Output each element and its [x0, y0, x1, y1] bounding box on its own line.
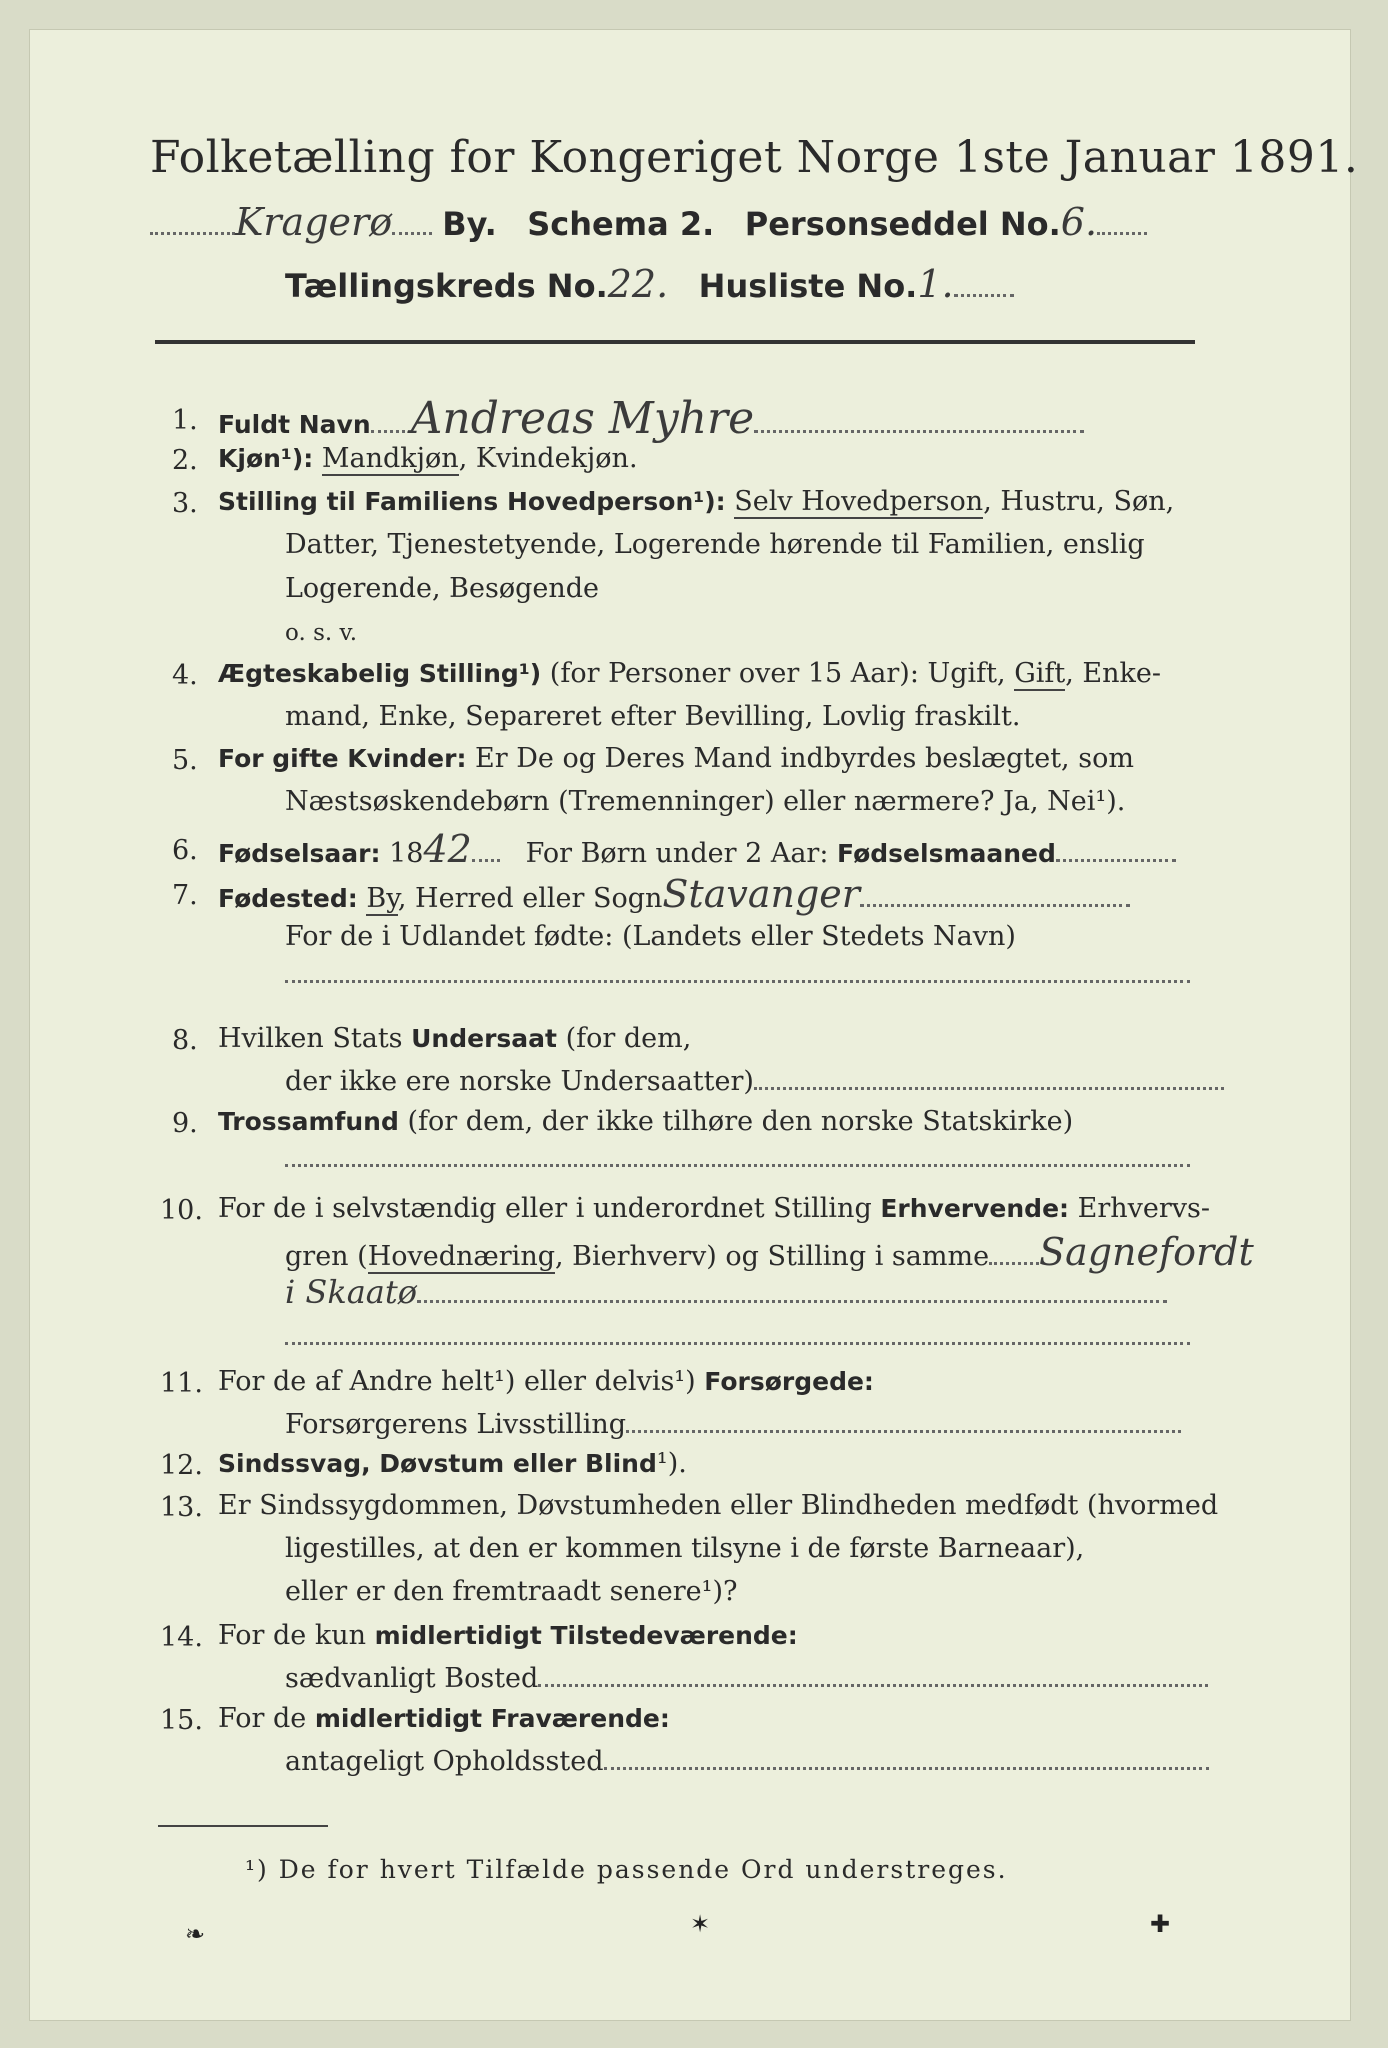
occupation-line-2-text: gren (Hovednæring, Bierhverv) og Stilling i samme [285, 1241, 990, 1272]
married-women-label: For gifte Kvinder: [218, 744, 467, 773]
item-birth-year [218, 827, 1176, 871]
religion-text: (for dem, der ikke tilhøre den norske Statskirke) [407, 1106, 1074, 1137]
header-line-1 [150, 200, 1147, 244]
birthplace-answer: Stavanger [662, 872, 860, 916]
taellingskreds-label: Tællingskreds No. [285, 267, 608, 305]
item-number: 6. [172, 835, 198, 866]
item-religion [218, 1105, 1073, 1139]
printer-mark-icon: ✶ [690, 1910, 711, 1938]
birth-month-label: Fødselsmaaned [837, 839, 1056, 868]
dotted-leader [989, 1262, 1039, 1265]
item-congenital: Er Sindssygdommen, Døvstumheden eller Blindheden medfødt (hvormed [218, 1490, 1219, 1521]
citizenship-text: Hvilken Stats [218, 1023, 403, 1054]
dotted-leader [954, 294, 1014, 297]
family-position-options: Selv Hovedperson, Hustru, Søn, [734, 486, 1175, 517]
form-title: Folketælling for Kongeriget Norge 1ste Januar 1891. [150, 132, 1359, 183]
occupation-answer-place: i Skaatø [285, 1273, 417, 1311]
temporary-present-label: midlertidigt Tilstedeværende: [374, 1621, 798, 1650]
supported-line-2 [285, 1408, 1181, 1442]
item-birthplace [218, 872, 1130, 916]
dotted-leader [285, 1164, 1190, 1167]
citizenship-line-2-text: der ikke ere norske Undersaatter) [285, 1066, 754, 1097]
citizenship-text-after: (for dem, [565, 1023, 692, 1054]
supported-line-2-text: Forsørgerens Livsstilling [285, 1409, 627, 1440]
footnote-rule [158, 1825, 328, 1827]
item-citizenship [218, 1022, 691, 1056]
birthplace-foreign-blank [285, 958, 1190, 992]
family-position-line-2: Datter, Tjenestetyende, Logerende hørende til Familien, enslig [285, 529, 1145, 560]
dotted-leader [417, 1300, 1167, 1303]
temporary-present-text: For de kun [218, 1620, 366, 1651]
probable-residence-label: antageligt Opholdssted [285, 1746, 604, 1777]
occupation-blank [285, 1320, 1190, 1354]
underlined-answer: By [366, 883, 398, 914]
by-label: By. [442, 205, 497, 243]
item-number: 7. [172, 880, 198, 911]
dotted-leader [472, 859, 500, 862]
item-number: 3. [172, 488, 198, 519]
full-name-answer: Andreas Myhre [410, 393, 755, 444]
citizenship-label: Undersaat [411, 1024, 557, 1053]
dotted-leader [371, 430, 411, 433]
item-number: 2. [172, 445, 198, 476]
dotted-leader [150, 232, 235, 235]
birthplace-line-2: For de i Udlandet fødte: (Landets eller Stedets Navn) [285, 921, 1016, 952]
schema-label: Schema 2. [527, 205, 715, 243]
supported-text: For de af Andre helt¹) eller delvis¹) [218, 1366, 696, 1397]
dotted-leader [285, 980, 1190, 983]
congenital-line-2: ligestilles, at den er kommen tilsyne i de første Barneaar), [285, 1533, 1085, 1564]
underlined-answer: Hovednæring [367, 1241, 555, 1272]
dotted-leader [538, 1684, 1208, 1687]
religion-label: Trossamfund [218, 1107, 399, 1136]
dotted-leader [754, 430, 1084, 433]
header-line-2 [285, 262, 1014, 306]
occupation-line-3 [285, 1275, 1167, 1312]
husliste-number: 1. [917, 262, 954, 306]
temporary-present-line-2 [285, 1662, 1208, 1696]
husliste-label: Husliste No. [698, 267, 918, 305]
item-number: 1. [172, 405, 198, 436]
temporary-absent-text: For de [218, 1703, 307, 1734]
married-women-question: Er De og Deres Mand indbyrdes beslægtet, som [475, 743, 1134, 774]
disability-footnote-ref: ¹). [656, 1448, 687, 1479]
item-occupation [218, 1192, 1210, 1226]
religion-blank [285, 1142, 1190, 1176]
usual-residence-label: sædvanligt Bosted [285, 1663, 539, 1694]
dotted-leader [604, 1767, 1209, 1770]
item-full-name [218, 393, 1084, 444]
dotted-leader [626, 1430, 1181, 1433]
item-sex [218, 442, 638, 476]
item-number: 15. [160, 1705, 203, 1736]
item-number: 10. [160, 1195, 203, 1226]
personseddel-label: Personseddel No. [744, 205, 1061, 243]
dotted-leader [754, 1087, 1224, 1090]
marital-status-options: (for Personer over 15 Aar): Ugift, Gift, Enke- [549, 658, 1161, 689]
underlined-answer: Mandkjøn [321, 443, 459, 474]
family-position-label: Stilling til Familiens Hovedperson¹): [218, 487, 726, 516]
birth-year-label: Fødselsaar: [218, 839, 381, 868]
item-supported [218, 1365, 874, 1399]
birth-month-text: For Børn under 2 Aar: [525, 838, 829, 869]
sex-options: Mandkjøn, Kvindekjøn. [321, 443, 638, 474]
header-rule [155, 340, 1195, 344]
underlined-answer: Gift [1014, 658, 1066, 689]
item-number: 8. [172, 1025, 198, 1056]
congenital-line-3: eller er den fremtraadt senere¹)? [285, 1576, 738, 1607]
dotted-leader [392, 232, 432, 235]
item-number: 13. [160, 1492, 203, 1523]
dotted-leader [285, 1342, 1190, 1345]
temporary-absent-label: midlertidigt Fraværende: [314, 1704, 670, 1733]
supported-label: Forsørgede: [704, 1367, 874, 1396]
disability-label: Sindssvag, Døvstum eller Blind [218, 1449, 657, 1478]
temporary-absent-line-2 [285, 1745, 1209, 1779]
item-number: 9. [172, 1108, 198, 1139]
full-name-label: Fuldt Navn [218, 410, 371, 439]
family-position-line-3: Logerende, Besøgende [285, 573, 599, 604]
item-married-women [218, 742, 1134, 776]
item-number: 5. [172, 745, 198, 776]
occupation-text-after: Erhvervs- [1077, 1193, 1211, 1224]
personseddel-number: 6. [1060, 200, 1098, 244]
item-number: 14. [160, 1622, 203, 1653]
occupation-label: Erhvervende: [880, 1194, 1070, 1223]
item-family-position [218, 485, 1174, 519]
birthplace-label: Fødested: [218, 884, 358, 913]
item-disability [218, 1447, 687, 1481]
item-number: 11. [160, 1368, 203, 1399]
item-marital-status [218, 657, 1161, 691]
printer-mark-icon: ✚ [1150, 1910, 1171, 1938]
marital-status-label: Ægteskabelig Stilling¹) [218, 659, 542, 688]
item-number: 4. [172, 660, 198, 691]
taellingskreds-number: 22. [607, 262, 669, 306]
married-women-line-2: Næstsøskendebørn (Tremenninger) eller nærmere? Ja, Nei¹). [285, 786, 1126, 817]
footnote: ¹) De for hvert Tilfælde passende Ord understreges. [245, 1855, 1008, 1884]
dotted-leader [1056, 859, 1176, 862]
occupation-answer: Sagnefordt [1039, 1230, 1254, 1274]
dotted-leader [860, 904, 1130, 907]
printer-mark-icon: ❧ [185, 1920, 206, 1948]
occupation-text: For de i selvstændig eller i underordnet Stilling [218, 1193, 872, 1224]
birth-year-answer: 42 [423, 827, 472, 871]
marital-status-line-2: mand, Enke, Separeret efter Bevilling, Lovlig fraskilt. [285, 701, 1021, 732]
dotted-leader [1097, 232, 1147, 235]
citizenship-line-2 [285, 1065, 1224, 1099]
item-temporary-present [218, 1619, 798, 1653]
occupation-line-2 [285, 1230, 1254, 1274]
city-handwritten: Kragerø [235, 200, 393, 244]
sex-label: Kjøn¹): [218, 444, 314, 473]
item-number: 12. [160, 1450, 203, 1481]
birthplace-options: By, Herred eller Sogn [366, 883, 663, 914]
underlined-answer: Selv Hovedperson [734, 486, 984, 517]
item-temporary-absent [218, 1702, 670, 1736]
family-position-line-4: o. s. v. [285, 620, 358, 646]
birth-year-prefix: 18 [389, 838, 424, 869]
